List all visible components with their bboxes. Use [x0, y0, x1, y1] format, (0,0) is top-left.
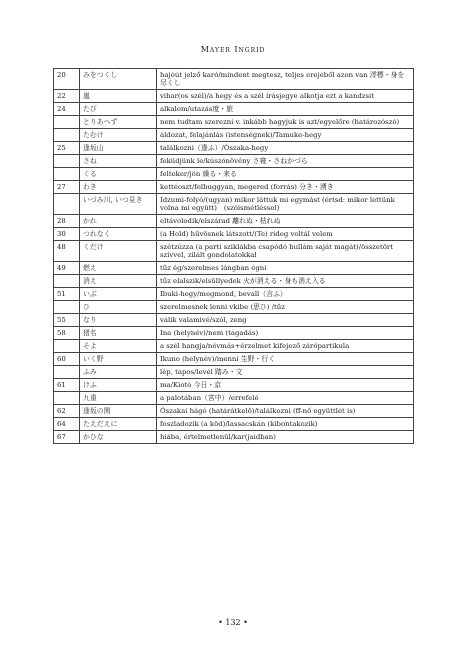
hungarian-gloss: Ószakai hágó (határátkelő)/találkozni (ff-nő együttlét is)	[157, 405, 414, 418]
hungarian-gloss: tűz elalszik/elsüllyedek 火が消える・身も消え入る	[157, 275, 414, 288]
table-row	[54, 116, 414, 129]
hungarian-gloss: Ibuki-hegy/megmond, bevall（言ふ）	[157, 288, 414, 301]
table-row	[54, 301, 414, 314]
hungarian-gloss: hiába, értelmetlenül/kar(jaidban)	[157, 431, 414, 444]
row-number	[54, 155, 80, 168]
row-number: 61	[54, 379, 80, 392]
japanese-term: いづみ川, いつ見き	[80, 194, 157, 215]
table-row	[54, 103, 414, 116]
hungarian-gloss: kettéoszt/felbuggyan, megered (forrás) 分き・湧き	[157, 181, 414, 194]
row-number: 25	[54, 142, 80, 155]
hungarian-gloss: ma/Kiotó 今日・京	[157, 379, 414, 392]
hungarian-gloss: lép, tapos/levél 踏み・文	[157, 366, 414, 379]
row-number: 55	[54, 314, 80, 327]
table-row	[54, 327, 414, 340]
hungarian-gloss: felteker/jön 繰る・来る	[157, 168, 414, 181]
hungarian-gloss: válik valamivé/szól, zeng	[157, 314, 414, 327]
japanese-term: 嵐	[80, 90, 157, 103]
row-number: 67	[54, 431, 80, 444]
hungarian-gloss: (a Hold) hűvösnek látszott/(Te) rideg voltál velem	[157, 228, 414, 241]
japanese-term: 逢坂山	[80, 142, 157, 155]
japanese-term: いぶ	[80, 288, 157, 301]
hungarian-gloss: szétzúzza (a parti sziklákba csapódó hullám saját magát)/összetört szívvel, zilált gondolatokkal	[157, 241, 414, 262]
row-number: 62	[54, 405, 80, 418]
row-number	[54, 366, 80, 379]
hungarian-gloss: találkozni（逢ふ）/Ószaka-hegy	[157, 142, 414, 155]
hungarian-gloss: alkalom/utazás度・旅	[157, 103, 414, 116]
japanese-term: ふみ	[80, 366, 157, 379]
japanese-term: たび	[80, 103, 157, 116]
table-row	[54, 418, 414, 431]
table-row	[54, 314, 414, 327]
japanese-term: ひ	[80, 301, 157, 314]
japanese-term: たえだえに	[80, 418, 157, 431]
hungarian-gloss: szerelmesnek lenni vkibe (思ひ) /tűz	[157, 301, 414, 314]
row-number: 48	[54, 241, 80, 262]
hungarian-gloss: Ina (helynév)/nem (tagadás)	[157, 327, 414, 340]
table-row	[54, 194, 414, 215]
japanese-term: わき	[80, 181, 157, 194]
hungarian-gloss: Idzumi-folyó/(ugyan) mikor láttuk mi egymást (értsd: mikor lettünk volna mi együtt) (szóismétléssel)	[157, 194, 414, 215]
row-number: 28	[54, 215, 80, 228]
hungarian-gloss: Ikuno (helynév)/menni 生野・行く	[157, 353, 414, 366]
table-row	[54, 241, 414, 262]
row-number	[54, 168, 80, 181]
row-number: 24	[54, 103, 80, 116]
row-number	[54, 116, 80, 129]
row-number: 64	[54, 418, 80, 431]
japanese-term: とりあへず	[80, 116, 157, 129]
table-row	[54, 129, 414, 142]
table-row	[54, 228, 414, 241]
hungarian-gloss: vihar(os szél)/a hegy és a szél írásjegye alkotja ezt a kandzsit	[157, 90, 414, 103]
row-number	[54, 392, 80, 405]
japanese-term: くだけ	[80, 241, 157, 262]
glossary-table-body	[54, 69, 414, 444]
japanese-term: 九重	[80, 392, 157, 405]
row-number	[54, 275, 80, 288]
table-row	[54, 353, 414, 366]
hungarian-gloss: nem tudtam szerezni v. inkább hagyjuk is azt/egyelőre (határozószó)	[157, 116, 414, 129]
japanese-term: なり	[80, 314, 157, 327]
japanese-term: みをつくし	[80, 69, 157, 90]
row-number	[54, 301, 80, 314]
glossary-table	[53, 68, 414, 444]
japanese-term: くる	[80, 168, 157, 181]
row-number: 22	[54, 90, 80, 103]
hungarian-gloss: hajóút jelző karó/mindent megtesz, teljes erejéből azon van 澪標・身を尽くし	[157, 69, 414, 90]
table-row	[54, 275, 414, 288]
japanese-term: 消え	[80, 275, 157, 288]
japanese-term: さね	[80, 155, 157, 168]
row-number: 30	[54, 228, 80, 241]
table-row	[54, 168, 414, 181]
hungarian-gloss: tűz ég/szerelmes lángban égni	[157, 262, 414, 275]
japanese-term: たむけ	[80, 129, 157, 142]
japanese-term: 逢坂の関	[80, 405, 157, 418]
table-row	[54, 69, 414, 90]
table-row	[54, 405, 414, 418]
hungarian-gloss: feküdjünk le/kúszónövény さ寝・さねかづら	[157, 155, 414, 168]
row-number	[54, 129, 80, 142]
table-row	[54, 262, 414, 275]
table-row	[54, 181, 414, 194]
japanese-term: 猪名	[80, 327, 157, 340]
table-row	[54, 155, 414, 168]
row-number	[54, 194, 80, 215]
table-row	[54, 90, 414, 103]
japanese-term: 燃え	[80, 262, 157, 275]
row-number: 20	[54, 69, 80, 90]
row-number: 51	[54, 288, 80, 301]
japanese-term: かひな	[80, 431, 157, 444]
table-row	[54, 379, 414, 392]
hungarian-gloss: áldozat, felajánlás (istenségnek)/Tamuke-hegy	[157, 129, 414, 142]
table-row	[54, 340, 414, 353]
hungarian-gloss: a palotában（宮中）/errefelé	[157, 392, 414, 405]
table-row	[54, 288, 414, 301]
table-row	[54, 366, 414, 379]
table-row	[54, 431, 414, 444]
japanese-term: そよ	[80, 340, 157, 353]
row-number: 49	[54, 262, 80, 275]
running-header: Mayer Ingrid	[200, 45, 266, 54]
row-number: 27	[54, 181, 80, 194]
japanese-term: けふ	[80, 379, 157, 392]
table-row	[54, 142, 414, 155]
table-row	[54, 215, 414, 228]
row-number: 58	[54, 327, 80, 340]
page-number: • 132 •	[218, 618, 248, 627]
row-number: 60	[54, 353, 80, 366]
hungarian-gloss: a szél hangja/névmás+érzelmet kifejező zárópartikula	[157, 340, 414, 353]
japanese-term: かれ	[80, 215, 157, 228]
row-number	[54, 340, 80, 353]
hungarian-gloss: eltávolodik/elszárad 離れぬ・枯れぬ	[157, 215, 414, 228]
table-row	[54, 392, 414, 405]
hungarian-gloss: foszladozik (a köd)/lassacskán (kibontakozik)	[157, 418, 414, 431]
japanese-term: いく野	[80, 353, 157, 366]
japanese-term: つれなく	[80, 228, 157, 241]
